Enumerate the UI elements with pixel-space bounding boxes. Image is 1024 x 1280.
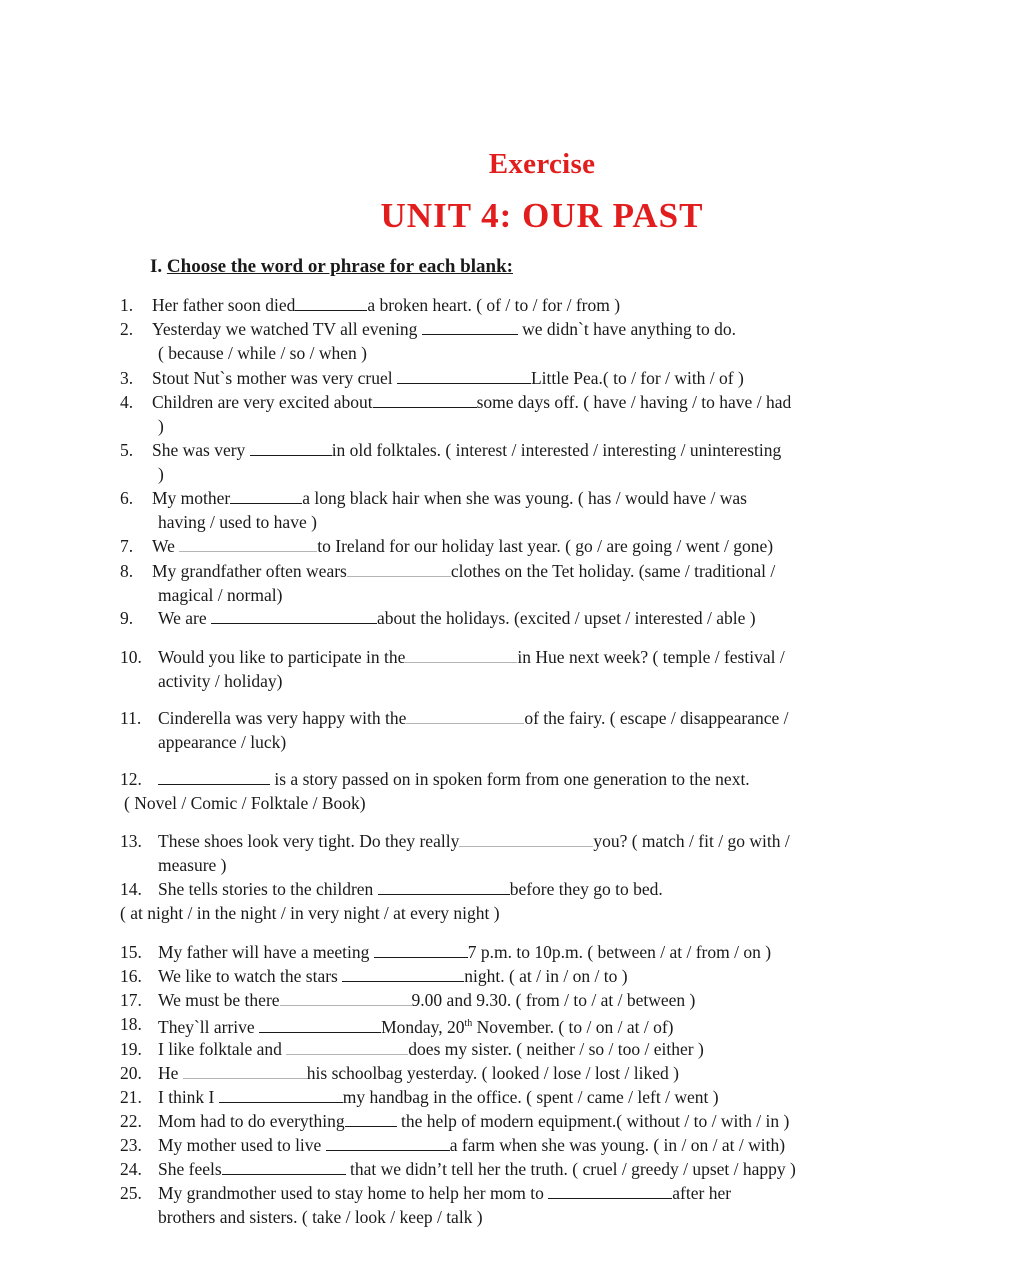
question-options: ) — [158, 464, 164, 484]
question-text: We are — [158, 608, 207, 628]
question-text: I think I — [158, 1087, 215, 1107]
question-text: some days off. ( have / having / to have / had — [476, 392, 792, 412]
question-text: My grandfather often wears — [152, 561, 347, 581]
question-number: 1. — [120, 295, 134, 315]
question-text: Yesterday we watched TV all evening — [152, 319, 418, 339]
answer-blank[interactable] — [259, 1016, 381, 1033]
answer-blank[interactable] — [230, 487, 302, 504]
answer-blank[interactable] — [280, 989, 412, 1006]
question-number: 22. — [120, 1111, 142, 1131]
question-number: 9. — [120, 608, 134, 628]
answer-blank[interactable] — [422, 318, 518, 335]
question-number: 10. — [120, 647, 142, 667]
question-text: to Ireland for our holiday last year. ( go / are going / went / gone) — [317, 536, 774, 556]
question-text: She feels — [158, 1159, 222, 1179]
question-text: 9.00 and 9.30. ( from / to / at / between ) — [411, 990, 696, 1010]
question-text: She tells stories to the children — [158, 879, 374, 899]
unit-title: UNIT 4: OUR PAST — [380, 196, 704, 235]
question-text: 7 p.m. to 10p.m. ( between / at / from / on ) — [467, 942, 772, 962]
question-text: in Hue next week? ( temple / festival / — [517, 647, 785, 667]
question-text: does my sister. ( neither / so / too / either ) — [408, 1039, 704, 1059]
question-number: 3. — [120, 368, 134, 388]
question-text: the help of modern equipment.( without / to / with / in ) — [396, 1111, 790, 1131]
answer-blank[interactable] — [179, 535, 317, 552]
question-options: ( at night / in the night / in very night / at every night ) — [120, 903, 500, 923]
question-number: 17. — [120, 990, 142, 1010]
answer-blank[interactable] — [342, 965, 464, 982]
question-text: Cinderella was very happy with the — [158, 708, 407, 728]
question-text: My father will have a meeting — [158, 942, 370, 962]
question-options: ) — [158, 416, 164, 436]
answer-blank[interactable] — [345, 1110, 397, 1127]
question-text: Children are very excited about — [152, 392, 373, 412]
question-number: 18. — [120, 1014, 142, 1034]
question-options: having / used to have ) — [158, 512, 317, 532]
question-text: a farm when she was young. ( in / on / at / with) — [449, 1135, 786, 1155]
question-options: magical / normal) — [158, 585, 283, 605]
question-number: 25. — [120, 1183, 142, 1203]
question-text: my handbag in the office. ( spent / came / left / went ) — [342, 1087, 719, 1107]
answer-blank[interactable] — [219, 1086, 343, 1103]
question-number: 13. — [120, 831, 142, 851]
question-text: night. ( at / in / on / to ) — [464, 966, 628, 986]
question-text: My mother — [152, 488, 231, 508]
question-text: My grandmother used to stay home to help her mom to — [158, 1183, 544, 1203]
answer-blank[interactable] — [158, 768, 270, 785]
question-options: ( because / while / so / when ) — [158, 343, 367, 363]
question-text: Little Pea.( to / for / with / of ) — [530, 368, 744, 388]
question-number: 23. — [120, 1135, 142, 1155]
question-options: measure ) — [158, 855, 227, 875]
question-number: 4. — [120, 392, 134, 412]
answer-blank[interactable] — [183, 1062, 307, 1079]
question-number: 2. — [120, 319, 134, 339]
question-text: a long black hair when she was young. ( has / would have / was — [302, 488, 747, 508]
question-number: 12. — [120, 769, 142, 789]
answer-blank[interactable] — [373, 391, 477, 408]
answer-blank[interactable] — [459, 830, 593, 847]
question-text: before they go to bed. — [509, 879, 663, 899]
question-text: after her — [672, 1183, 732, 1203]
question-text: We like to watch the stars — [158, 966, 338, 986]
question-text: his schoolbag yesterday. ( looked / lose / lost / liked ) — [306, 1063, 679, 1083]
question-number: 7. — [120, 536, 134, 556]
question-options: appearance / luck) — [158, 732, 287, 752]
section-number: I. — [150, 256, 163, 277]
question-options: brothers and sisters. ( take / look / keep / talk ) — [158, 1207, 483, 1227]
answer-blank[interactable] — [378, 878, 510, 895]
question-text: clothes on the Tet holiday. (same / traditional / — [450, 561, 776, 581]
question-text: Stout Nut`s mother was very cruel — [152, 368, 393, 388]
answer-blank[interactable] — [397, 367, 531, 384]
question-number: 21. — [120, 1087, 142, 1107]
question-number: 19. — [120, 1039, 142, 1059]
question-text: Mom had to do everything — [158, 1111, 345, 1131]
question-text: We — [152, 536, 175, 556]
exercise-title: Exercise — [488, 148, 596, 180]
question-text: I like folktale and — [158, 1039, 282, 1059]
question-text: of the fairy. ( escape / disappearance / — [524, 708, 789, 728]
question-text: My mother used to live — [158, 1135, 322, 1155]
answer-blank[interactable] — [326, 1134, 450, 1151]
question-text: that we didn’t tell her the truth. ( cruel / greedy / upset / happy ) — [350, 1159, 796, 1179]
question-number: 14. — [120, 879, 142, 899]
question-text: She was very — [152, 440, 246, 460]
question-text: Monday, 20 — [381, 1016, 465, 1037]
answer-blank[interactable] — [211, 607, 377, 624]
answer-blank[interactable] — [374, 941, 468, 958]
question-number: 6. — [120, 488, 134, 508]
answer-blank[interactable] — [405, 646, 517, 663]
question-text: we didn`t have anything to do. — [522, 319, 736, 339]
question-number: 20. — [120, 1063, 142, 1083]
answer-blank[interactable] — [286, 1038, 408, 1055]
answer-blank[interactable] — [250, 439, 332, 456]
question-number: 8. — [120, 561, 134, 581]
answer-blank[interactable] — [347, 560, 451, 577]
section-heading — [150, 256, 513, 278]
question-options: ( Novel / Comic / Folktale / Book) — [124, 793, 366, 813]
question-text: He — [158, 1063, 179, 1083]
question-text: They`ll arrive — [158, 1016, 255, 1037]
question-text: We must be there — [158, 990, 280, 1010]
question-number: 15. — [120, 942, 142, 962]
ordinal-suffix: th — [464, 1018, 473, 1029]
question-text: about the holidays. (excited / upset / interested / able ) — [377, 608, 756, 628]
question-text: Would you like to participate in the — [158, 647, 406, 667]
question-text: These shoes look very tight. Do they really — [158, 831, 460, 851]
answer-blank[interactable] — [548, 1182, 672, 1199]
question-number: 24. — [120, 1159, 142, 1179]
question-number: 11. — [120, 708, 142, 728]
question-text: in old folktales. ( interest / interested / interesting / uninteresting — [331, 440, 782, 460]
answer-blank[interactable] — [295, 294, 367, 311]
question-text: is a story passed on in spoken form from one generation to the next. — [274, 769, 750, 789]
section-heading-text: Choose the word or phrase for each blank: — [166, 256, 513, 277]
question-text: November. ( to / on / at / of) — [472, 1016, 674, 1037]
question-text: Her father soon died — [152, 295, 296, 315]
question-number: 16. — [120, 966, 142, 986]
answer-blank[interactable] — [406, 707, 524, 724]
question-options: activity / holiday) — [158, 671, 283, 691]
question-number: 5. — [120, 440, 134, 460]
question-text: a broken heart. ( of / to / for / from ) — [367, 295, 621, 315]
question-text: you? ( match / fit / go with / — [593, 831, 790, 851]
answer-blank[interactable] — [222, 1158, 346, 1175]
